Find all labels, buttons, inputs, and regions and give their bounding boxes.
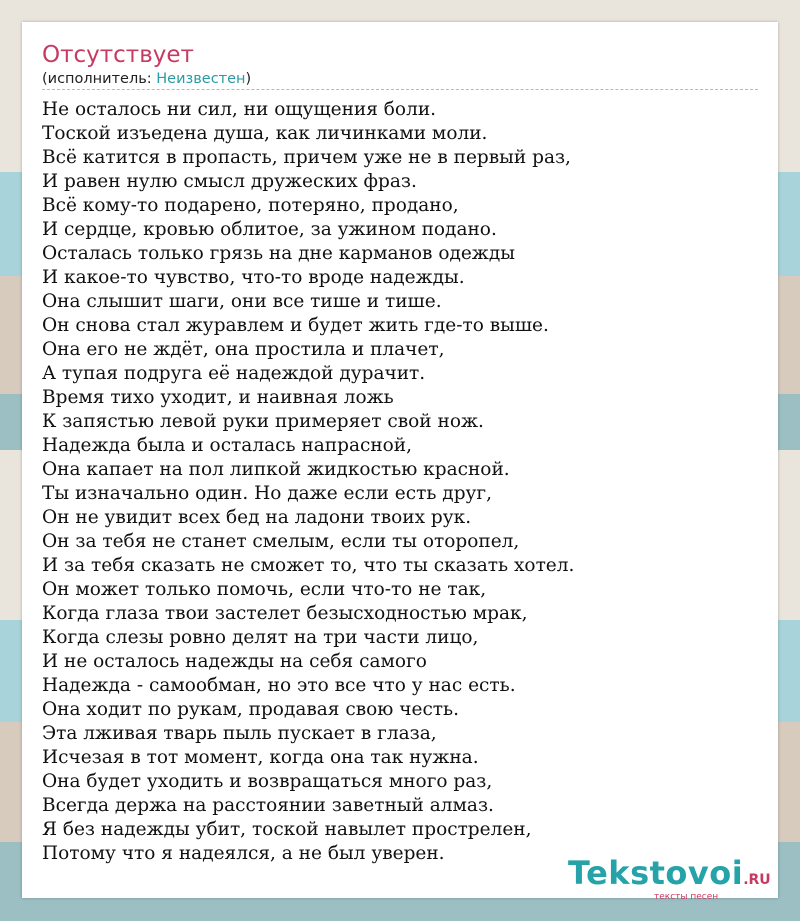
lyric-line: Эта лживая тварь пыль пускает в глаза, [42,723,437,744]
lyric-line: Он снова стал журавлем и будет жить где-то выше. [42,315,549,336]
lyric-line: Она ходит по рукам, продавая свою честь. [42,699,459,720]
lyric-line: И равен нулю смысл дружеских фраз. [42,171,417,192]
lyric-line: Она его не ждёт, она простила и плачет, [42,339,445,360]
lyric-line: Время тихо уходит, и наивная ложь [42,387,394,408]
lyrics-card [22,22,778,902]
lyric-line: Исчезая в тот момент, когда она так нужна. [42,747,479,768]
song-title: Отсутствует [42,42,194,68]
lyric-line: Всё катится в пропасть, причем уже не в первый раз, [42,147,571,168]
lyric-line: Когда слезы ровно делят на три части лицо, [42,627,479,648]
performer-link[interactable]: Неизвестен [156,71,246,87]
lyric-line: А тупая подруга её надеждой дурачит. [42,363,426,384]
lyric-line: Тоской изъедена душа, как личинками моли. [42,123,488,144]
lyric-line: Ты изначально один. Но даже если есть друг, [42,483,492,504]
logo-tagline: тексты песен [654,892,719,902]
lyric-line: Я без надежды убит, тоской навылет прострелен, [42,819,532,840]
lyric-line: Он за тебя не станет смелым, если ты оторопел, [42,531,520,552]
lyric-line: Потому что я надеялся, а не был уверен. [42,843,445,864]
performer-prefix: (исполнитель: [42,71,157,87]
logo-tld: .RU [743,872,771,888]
lyric-line: Он не увидит всех бед на ладони твоих рук. [42,507,472,528]
lyric-line: Всегда держа на расстоянии заветный алмаз. [42,795,494,816]
divider [42,89,758,90]
performer-line [42,71,251,87]
lyric-line: Осталась только грязь на дне карманов одежды [42,243,515,264]
lyric-line: Надежда - самообман, но это все что у нас есть. [42,675,516,696]
site-logo[interactable] [568,854,771,902]
lyric-line: Она капает на пол липкой жидкостью красной. [42,459,510,480]
performer-suffix: ) [245,71,252,87]
lyric-line: Надежда была и осталась напрасной, [42,435,413,456]
lyric-line: Она слышит шаги, они все тише и тише. [42,291,442,312]
lyric-line: Он может только помочь, если что-то не так, [42,579,487,600]
lyric-line: И какое-то чувство, что-то вроде надежды. [42,267,465,288]
lyric-line: К запястью левой руки примеряет свой нож. [42,411,484,432]
logo-name: Tekstovoi [568,854,744,892]
lyric-line: И за тебя сказать не сможет то, что ты сказать хотел. [42,555,575,576]
lyric-line: Она будет уходить и возвращаться много раз, [42,771,493,792]
lyrics-text [42,98,574,866]
lyric-line: И сердце, кровью облитое, за ужином подано. [42,219,497,240]
lyric-line: И не осталось надежды на себя самого [42,651,427,672]
lyric-line: Не осталось ни сил, ни ощущения боли. [42,99,437,120]
lyric-line: Когда глаза твои застелет безысходностью мрак, [42,603,528,624]
lyric-line: Всё кому-то подарено, потеряно, продано, [42,195,459,216]
